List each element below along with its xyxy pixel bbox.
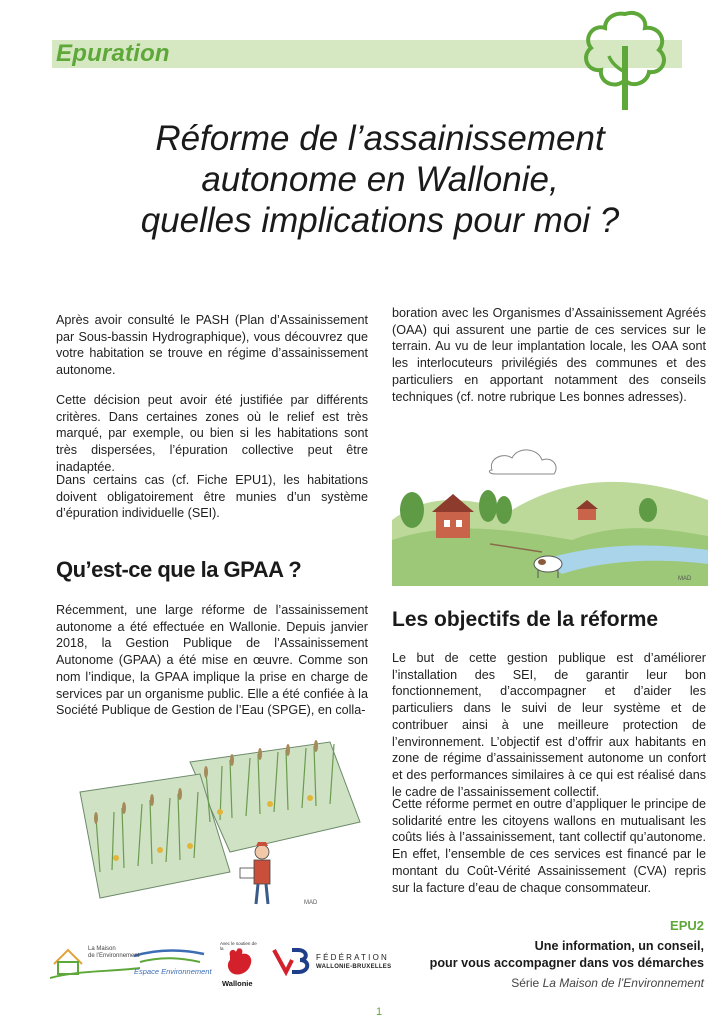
wallonie-support-line-2: la xyxy=(220,946,224,951)
fwb-line-2: WALLONIE-BRUXELLES xyxy=(316,964,392,970)
title-line-1: Réforme de l’assainissement xyxy=(155,119,605,158)
section-label: Epuration xyxy=(56,40,170,67)
gpaa-paragraph: Récemment, une large réforme de l’assainissement autonome a été effectuée en Wallonie. Depuis janvier 2018, la Gestion Publique de l’Assainissement Autonome (GPAA) a été mise en œuvre. Comme son nom l’indique, la GPAA implique la prise en charge de services par un organisme public. Elle a été confiée à la Société Publique de Gestion de l’Eau (SPGE), en colla- xyxy=(56,603,368,718)
page-title xyxy=(60,118,700,241)
countryside-illustration xyxy=(392,440,708,586)
reed-bed-illustration xyxy=(70,722,370,918)
intro-paragraph: Après avoir consulté le PASH (Plan d’Assainissement par Sous-bassin Hydrographique), vous découvrez que votre habitation se trouve en régime d’assainissement autonome. xyxy=(56,313,368,378)
objectives-heading: Les objectifs de la réforme xyxy=(392,608,659,631)
title-line-2: autonome en Wallonie, xyxy=(201,160,559,199)
tagline-line-2: pour vous accompagner dans vos démarches xyxy=(429,956,704,970)
wallonie-support-line-1: Avec le soutien de xyxy=(220,941,257,946)
criteria-paragraph: Cette décision peut avoir été justifiée par différents critères. Dans certaines zones où le relief est très marqué, par exemple, ou bien si les habitations sont très dispersées, l’épuration collective peut être inadaptée. xyxy=(56,393,368,474)
series-prefix: Série xyxy=(511,976,543,990)
solidarity-paragraph: Cette réforme permet en outre d’appliquer le principe de solidarité entre les citoyens wallons en mutualisant les coûts liés à l’assainissement, tant collectif qu’autonome. En effet, l’ensemble de ces services est financé par le montant du Coût-Vérité Assainissement (CVA) repris sur la facture d’eau de chaque consommateur. xyxy=(392,797,706,895)
tagline-line-1: Une information, un conseil, xyxy=(534,939,704,953)
document-code: EPU2 xyxy=(670,918,704,933)
series-name: La Maison de l’Environnement xyxy=(542,976,704,990)
sei-paragraph: Dans certains cas (cf. Fiche EPU1), les habitations doivent obligatoirement être munies d’un système d’épuration individuelle (SEI). xyxy=(56,473,368,521)
maison-text xyxy=(88,946,139,960)
tree-logo-icon xyxy=(575,6,675,116)
page-number: 1 xyxy=(376,1006,383,1018)
maison-line-2: de l’Environnement xyxy=(88,953,140,959)
svg-text:MAD: MAD xyxy=(304,900,318,906)
maison-line-1: La Maison xyxy=(88,946,116,952)
espace-environnement-text: Espace Environnement xyxy=(134,967,212,976)
objectives-paragraph: Le but de cette gestion publique est d’améliorer l’installation des SEI, de garantir leur bon fonctionnement, d’accompagner et d’aider les particuliers dans le suivi de leur système et de contribuer ainsi à une meilleure protection de l’environnement. L’objectif est d’offrir aux habitants en zone de régime d’assainissement autonome un confort et des performances similaires à ce qui est réalisé dans le cadre de l’assainissement collectif. xyxy=(392,651,706,799)
fwb-line-1: FÉDÉRATION xyxy=(316,953,389,962)
title-line-3: quelles implications pour moi ? xyxy=(140,201,620,240)
fwb-logo-icon xyxy=(272,946,312,976)
svg-text:MAD: MAD xyxy=(678,576,692,582)
oaa-paragraph: boration avec les Organismes d’Assainissement Agréés (OAA) qui assurent une partie de ces services sur le terrain. Au vu de leur implantation locale, les OAA sont les interlocuteurs privilégiés des communes et des particuliers en apportant notamment des conseils techniques (cf. notre rubrique Les bonnes adresses). xyxy=(392,306,706,404)
gpaa-heading: Qu’est-ce que la GPAA ? xyxy=(56,557,302,582)
footer-tagline xyxy=(430,938,704,972)
wallonie-label: Wallonie xyxy=(222,979,253,988)
series-label xyxy=(511,976,704,990)
